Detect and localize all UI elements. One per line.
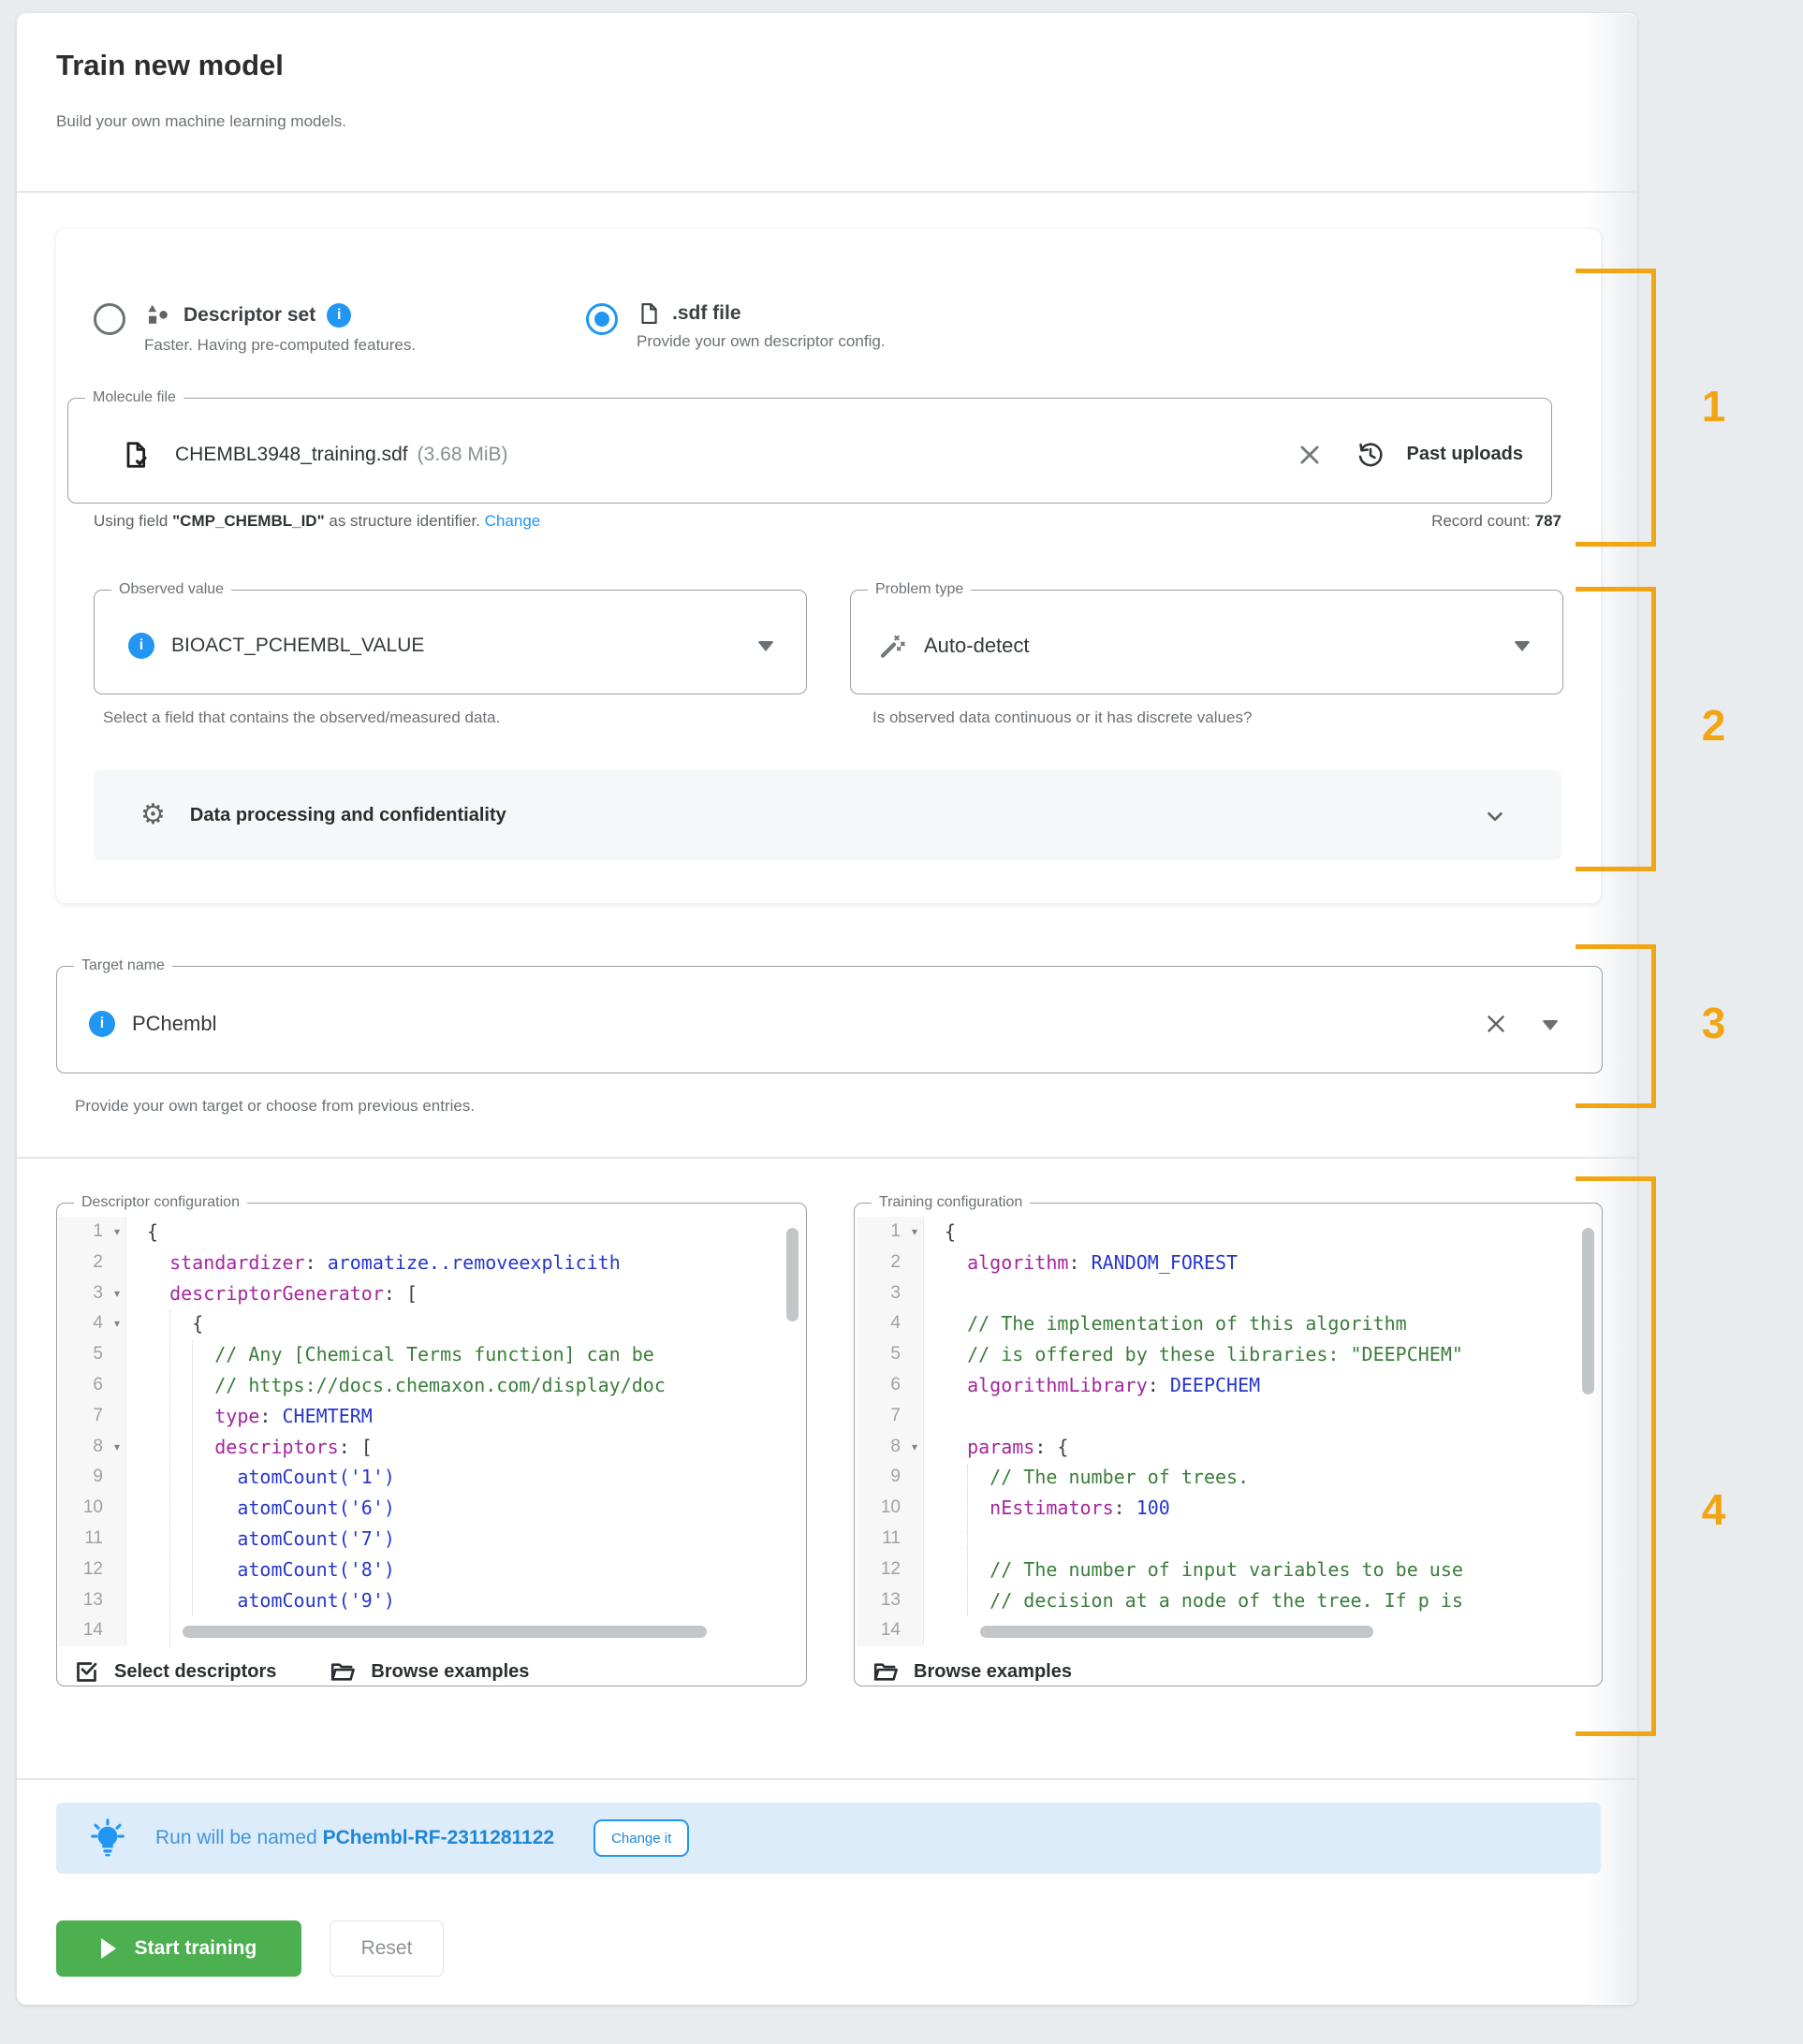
start-training-button[interactable]: Start training xyxy=(56,1920,301,1977)
code-line: 14 xyxy=(59,1615,804,1646)
code-line: 4 // The implementation of this algorithm xyxy=(857,1308,1600,1339)
history-icon xyxy=(1356,441,1385,469)
indent-guide xyxy=(169,1310,170,1647)
code-line: 13 atomCount('9') xyxy=(59,1585,804,1616)
footer-divider xyxy=(17,1778,1637,1780)
code-line: 6 // https://docs.chemaxon.com/display/doc xyxy=(59,1370,804,1401)
annotation-bracket-1 xyxy=(1576,269,1656,547)
info-icon[interactable]: i xyxy=(89,1011,115,1037)
fold-icon[interactable]: ▾ xyxy=(113,1225,120,1238)
document-icon xyxy=(637,301,661,326)
code-line: 10 atomCount('6') xyxy=(59,1493,804,1524)
observed-value-select[interactable] xyxy=(94,581,807,694)
clear-target-icon[interactable] xyxy=(1484,1012,1508,1036)
code-line: 3 xyxy=(857,1278,1600,1309)
annotation-bracket-4 xyxy=(1576,1176,1656,1736)
clear-file-icon[interactable] xyxy=(1297,442,1323,468)
change-identifier-link[interactable]: Change xyxy=(484,512,541,530)
info-icon[interactable]: i xyxy=(128,633,154,659)
browse-examples-button[interactable]: Browse examples xyxy=(329,1658,529,1686)
target-name-legend: Target name xyxy=(81,957,165,973)
magic-wand-icon xyxy=(877,631,907,661)
checkbox-checked-icon xyxy=(74,1659,99,1685)
observed-value-legend: Observed value xyxy=(119,581,225,597)
observed-value-helper: Select a field that contains the observed/measured data. xyxy=(103,708,501,726)
folder-icon xyxy=(872,1658,899,1686)
training-configuration-editor xyxy=(854,1194,1603,1686)
fold-icon[interactable]: ▾ xyxy=(911,1439,917,1453)
data-processing-label: Data processing and confidentiality xyxy=(189,804,506,825)
observed-value-current: BIOACT_PCHEMBL_VALUE xyxy=(171,635,425,656)
annotation-number-3: 3 xyxy=(1701,999,1725,1047)
past-uploads-button[interactable]: Past uploads xyxy=(1406,444,1523,464)
radio-selected-icon[interactable] xyxy=(586,303,618,335)
gear-icon: ⚙ xyxy=(140,799,166,830)
code-line: 7 xyxy=(857,1401,1600,1432)
code-line: 9 atomCount('1') xyxy=(59,1462,804,1493)
run-name-text: Run will be named PChembl-RF-2311281122 xyxy=(155,1827,555,1848)
record-count: Record count: 787 xyxy=(1431,512,1561,530)
code-line: 13 // decision at a node of the tree. If p is xyxy=(857,1585,1600,1616)
run-name-banner xyxy=(56,1803,1601,1874)
page-title: Train new model xyxy=(56,49,284,81)
structure-identifier-note: Using field "CMP_CHEMBL_ID" as structure identifier. Change xyxy=(94,512,541,530)
lightbulb-icon xyxy=(86,1817,129,1860)
molecule-file-fieldset xyxy=(67,389,1552,504)
training-configuration-legend: Training configuration xyxy=(879,1194,1023,1210)
vertical-scrollbar[interactable] xyxy=(786,1228,799,1321)
fold-icon[interactable]: ▾ xyxy=(113,1317,120,1331)
code-line: 2 standardizer: aromatize..removeexplicith xyxy=(59,1248,804,1278)
molecule-file-legend: Molecule file xyxy=(93,389,176,405)
code-line: 1 ▾ { xyxy=(857,1217,1600,1248)
descriptor-configuration-editor xyxy=(56,1194,807,1686)
data-processing-expander[interactable] xyxy=(94,770,1561,860)
radio-option-sdf-file[interactable] xyxy=(586,301,886,351)
sdf-file-label: .sdf file xyxy=(672,302,741,324)
code-editor[interactable] xyxy=(857,1217,1600,1646)
problem-type-legend: Problem type xyxy=(875,581,964,597)
annotation-number-2: 2 xyxy=(1701,701,1725,750)
descriptor-set-label: Descriptor set xyxy=(183,304,316,326)
problem-type-helper: Is observed data continuous or it has discrete values? xyxy=(872,708,1253,726)
run-name-value: PChembl-RF-2311281122 xyxy=(322,1827,555,1848)
info-icon[interactable]: i xyxy=(327,303,351,328)
change-run-name-button[interactable]: Change it xyxy=(594,1819,689,1857)
indent-guide xyxy=(192,1340,193,1616)
chevron-down-icon[interactable] xyxy=(757,641,774,651)
code-line: 5 // Any [Chemical Terms function] can be xyxy=(59,1339,804,1370)
target-name-value: PChembl xyxy=(132,1011,217,1035)
fold-icon[interactable]: ▾ xyxy=(911,1225,917,1238)
browse-examples-button[interactable]: Browse examples xyxy=(872,1658,1072,1686)
molecule-file-name: CHEMBL3948_training.sdf xyxy=(175,443,408,465)
fold-icon[interactable]: ▾ xyxy=(113,1439,120,1453)
radio-unselected-icon[interactable] xyxy=(94,303,125,335)
code-line: 8 ▾ descriptors: [ xyxy=(59,1432,804,1463)
horizontal-scrollbar[interactable] xyxy=(980,1626,1373,1638)
target-name-combobox[interactable] xyxy=(56,957,1603,1073)
descriptor-configuration-legend: Descriptor configuration xyxy=(81,1194,240,1210)
select-descriptors-button[interactable]: Select descriptors xyxy=(74,1659,276,1685)
code-line: 4 ▾ { xyxy=(59,1308,804,1339)
reset-button[interactable]: Reset xyxy=(330,1920,444,1977)
page-subtitle: Build your own machine learning models. xyxy=(56,112,346,130)
chevron-down-icon[interactable] xyxy=(1542,1020,1559,1030)
descriptor-set-description: Faster. Having pre-computed features. xyxy=(144,336,417,354)
target-name-helper: Provide your own target or choose from previous entries. xyxy=(75,1097,476,1115)
data-source-card xyxy=(56,229,1601,903)
code-line: 2 algorithm: RANDOM_FOREST xyxy=(857,1248,1600,1278)
annotation-number-4: 4 xyxy=(1701,1485,1725,1534)
horizontal-scrollbar[interactable] xyxy=(183,1626,707,1638)
chevron-down-icon[interactable] xyxy=(1514,641,1531,651)
indent-guide xyxy=(967,1465,968,1616)
identifier-field-name: "CMP_CHEMBL_ID" xyxy=(172,512,325,530)
code-line: 8 ▾ params: { xyxy=(857,1432,1600,1463)
header-divider xyxy=(17,191,1637,193)
code-line: 12 atomCount('8') xyxy=(59,1555,804,1585)
code-line: 12 // The number of input variables to be use xyxy=(857,1555,1600,1585)
code-line: 11 xyxy=(857,1524,1600,1555)
radio-option-descriptor-set[interactable] xyxy=(94,301,416,355)
chevron-down-icon[interactable] xyxy=(1483,804,1507,828)
molecule-file-size: (3.68 MiB) xyxy=(417,443,508,465)
code-line: 5 // is offered by these libraries: "DEEPCHEM" xyxy=(857,1339,1600,1370)
fold-icon[interactable]: ▾ xyxy=(113,1286,120,1300)
annotation-bracket-2 xyxy=(1576,587,1656,871)
code-line: 7 type: CHEMTERM xyxy=(59,1401,804,1432)
play-icon xyxy=(101,1938,116,1959)
shapes-icon xyxy=(144,301,172,329)
code-line: 11 atomCount('7') xyxy=(59,1524,804,1555)
code-line: 9 // The number of trees. xyxy=(857,1462,1600,1493)
problem-type-select[interactable] xyxy=(850,581,1563,694)
code-line: 3 ▾ descriptorGenerator: [ xyxy=(59,1278,804,1309)
problem-type-current: Auto-detect xyxy=(924,634,1030,657)
code-line: 6 algorithmLibrary: DEEPCHEM xyxy=(857,1370,1600,1401)
section-divider xyxy=(17,1157,1637,1159)
file-check-icon xyxy=(121,440,151,470)
sdf-file-description: Provide your own descriptor config. xyxy=(637,332,886,350)
code-line: 1 ▾ { xyxy=(59,1217,804,1248)
annotation-number-1: 1 xyxy=(1701,382,1725,431)
code-editor[interactable] xyxy=(59,1217,804,1646)
folder-icon xyxy=(329,1658,356,1686)
code-line: 10 nEstimators: 100 xyxy=(857,1493,1600,1524)
code-line: 14 xyxy=(857,1615,1600,1646)
annotation-bracket-3 xyxy=(1576,944,1656,1108)
